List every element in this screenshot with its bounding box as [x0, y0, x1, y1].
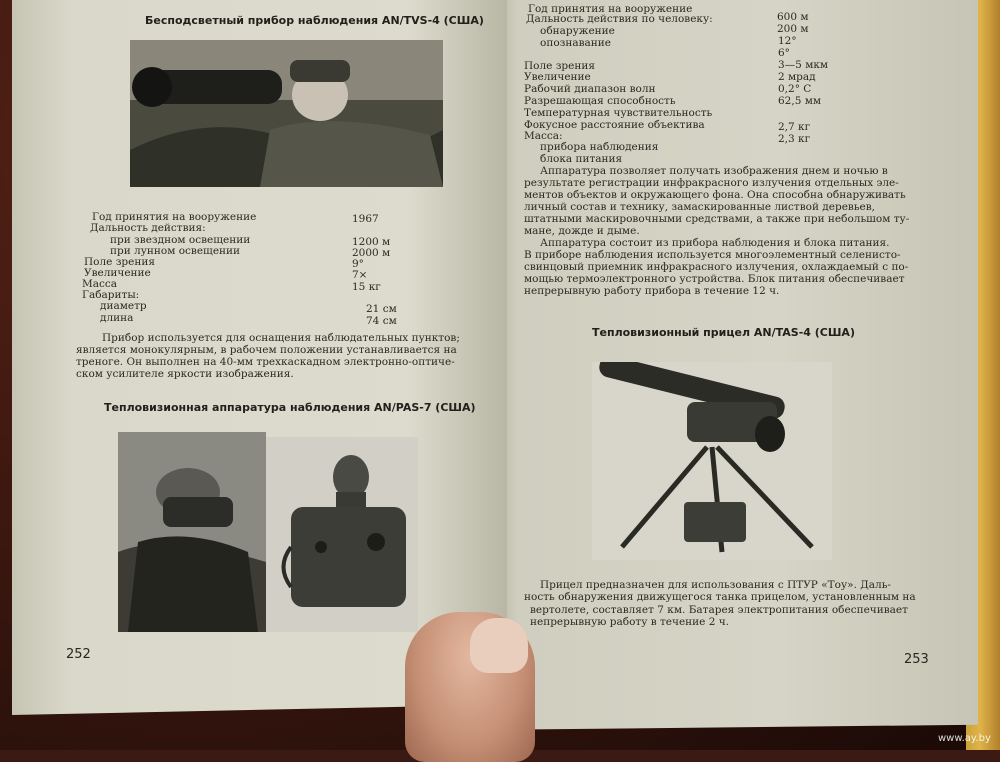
- left-spec-value-6: 15 кг: [352, 281, 381, 293]
- left-spec-label-1: Дальность действия:: [90, 222, 206, 234]
- right-spec-label-5: Поле зрения: [524, 60, 595, 72]
- right-title-1: Тепловизионный прицел AN/TAS-4 (США): [592, 326, 855, 339]
- photo-thermal-device: [266, 437, 418, 632]
- right-paragraph-line-8: свинцовый приемник инфракрасного излучения, охлаждаемый с по-: [524, 261, 909, 273]
- right-page-number: 253: [904, 652, 929, 667]
- left-title-2: Тепловизионная аппаратура наблюдения AN/PAS-7 (США): [104, 401, 476, 414]
- left-spec-label-0: Год принятия на вооружение: [92, 211, 257, 223]
- right-paragraph2-line-2: вертолете, составляет 7 км. Батарея электропитания обеспечивает: [530, 604, 908, 616]
- left-spec-value-8: 21 см: [366, 303, 397, 315]
- right-spec-label-9: Температурная чувствительность: [524, 107, 713, 119]
- right-spec-label-12: прибора наблюдения: [540, 141, 659, 153]
- thumbnail-nail: [470, 618, 528, 673]
- left-spec-label-5: Увеличение: [84, 267, 151, 279]
- left-spec-label-4: Поле зрения: [84, 256, 155, 268]
- right-spec-value-7: 0,2° С: [778, 83, 812, 95]
- right-spec-value-8: 62,5 мм: [778, 95, 822, 107]
- right-spec-label-8: Разрешающая способность: [524, 95, 676, 107]
- right-paragraph2-line-0: Прицел предназначен для использования с ПТУР «Тоу». Даль-: [540, 579, 891, 591]
- left-title-1: Бесподсветный прибор наблюдения AN/TVS-4 (США): [145, 14, 484, 27]
- left-paragraph-line-1: является монокулярным, в рабочем положении устанавливается на: [76, 344, 457, 356]
- left-spec-label-8: диаметр: [100, 300, 147, 312]
- right-spec-value-5: 3—5 мкм: [778, 59, 829, 71]
- photo-soldier-with-scope: [130, 40, 443, 187]
- right-spec-value-2: 200 м: [777, 23, 809, 35]
- right-spec-label-1: Дальность действия по человеку:: [526, 13, 713, 25]
- right-paragraph-line-4: штатными маскировочными средствами, а также при небольшом ту-: [524, 213, 910, 225]
- right-paragraph-line-7: В приборе наблюдения используется многоэлементный селенисто-: [524, 249, 901, 261]
- right-paragraph2-line-1: ность обнаружения движущегося танка прицелом, установленным на: [524, 591, 916, 603]
- right-spec-label-13: блока питания: [540, 153, 623, 165]
- right-paragraph-line-2: ментов объектов и окружающего фона. Она способна обнаруживать: [524, 189, 906, 201]
- photo-thermal-sight-on-tripod: [592, 362, 832, 560]
- right-spec-label-7: Рабочий диапазон волн: [524, 83, 656, 95]
- right-spec-value-11: 2,7 кг: [778, 121, 811, 133]
- left-spec-value-3: 2000 м: [352, 247, 391, 259]
- right-paragraph-line-1: результате регистрации инфракрасного излучения отдельных эле-: [524, 177, 899, 189]
- left-spec-label-9: длина: [100, 312, 134, 324]
- right-spec-value-1: 600 м: [777, 11, 809, 23]
- left-page-number: 252: [66, 647, 91, 662]
- left-spec-value-4: 9°: [352, 258, 364, 270]
- right-spec-label-6: Увеличение: [524, 71, 591, 83]
- right-spec-label-2: обнаружение: [540, 25, 615, 37]
- left-spec-value-9: 74 см: [366, 315, 397, 327]
- left-paragraph-line-3: ском усилителе яркости изображения.: [76, 368, 294, 380]
- left-spec-value-5: 7×: [352, 269, 368, 281]
- left-paragraph-line-2: треноге. Он выполнен на 40-мм трехкаскадном электронно-оптиче-: [76, 356, 455, 368]
- right-spec-label-3: опознавание: [540, 37, 612, 49]
- right-paragraph-line-10: непрерывную работу прибора в течение 12 ч.: [524, 285, 780, 297]
- right-spec-label-0: Год принятия на вооружение: [528, 3, 693, 15]
- right-spec-value-4: 6°: [778, 47, 790, 59]
- right-paragraph2-line-3: непрерывную работу в течение 2 ч.: [530, 616, 730, 628]
- left-spec-value-2: 1200 м: [352, 236, 391, 248]
- right-paragraph-line-0: Аппаратура позволяет получать изображения днем и ночью в: [540, 165, 888, 177]
- left-spec-label-7: Габариты:: [82, 289, 140, 301]
- right-paragraph-line-9: мощью термоэлектронного устройства. Блок питания обеспечивает: [524, 273, 905, 285]
- right-spec-value-12: 2,3 кг: [778, 133, 811, 145]
- watermark-text: www.ay.by: [938, 733, 991, 744]
- right-spec-label-11: Масса:: [524, 130, 563, 142]
- right-spec-value-3: 12°: [778, 35, 797, 47]
- photo-soldier-with-thermal-viewer: [118, 432, 266, 632]
- right-paragraph-line-3: личный состав и технику, замаскированные листвой деревьев,: [524, 201, 876, 213]
- right-paragraph-line-5: мане, дожде и дыме.: [524, 225, 640, 237]
- right-paragraph-line-6: Аппаратура состоит из прибора наблюдения и блока питания.: [540, 237, 890, 249]
- left-spec-value-0: 1967: [352, 213, 379, 225]
- left-paragraph-line-0: Прибор используется для оснащения наблюдательных пунктов;: [102, 332, 460, 344]
- left-spec-label-2: при звездном освещении: [110, 234, 251, 246]
- right-spec-label-10: Фокусное расстояние объектива: [524, 119, 705, 131]
- right-spec-value-6: 2 мрад: [778, 71, 816, 83]
- left-spec-label-3: при лунном освещении: [110, 245, 241, 257]
- left-spec-label-6: Масса: [82, 278, 118, 290]
